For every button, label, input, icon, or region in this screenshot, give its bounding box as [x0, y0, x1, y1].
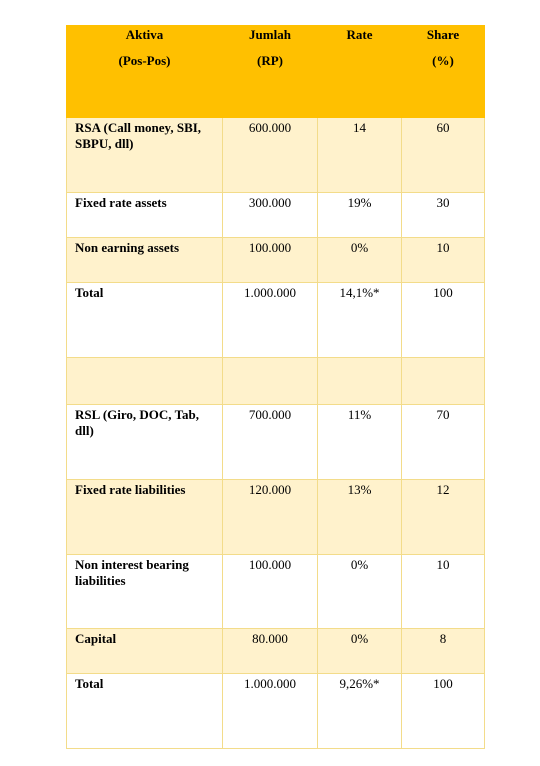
header-jumlah: Jumlah (RP): [223, 26, 318, 118]
row-amount: 100.000: [223, 238, 318, 283]
table-row: [67, 238, 485, 283]
row-rate: [318, 358, 402, 405]
row-amount: 100.000: [223, 555, 318, 629]
row-label: RSL (Giro, DOC, Tab, dll): [67, 405, 223, 480]
row-amount: [223, 358, 318, 405]
row-rate: 14: [318, 118, 402, 193]
row-amount: 1.000.000: [223, 674, 318, 749]
row-share: 10: [402, 555, 485, 629]
row-amount: 700.000: [223, 405, 318, 480]
table-row: [67, 480, 485, 555]
header-row: [67, 26, 485, 118]
header-share: Share (%): [402, 26, 485, 118]
row-amount: 120.000: [223, 480, 318, 555]
row-label: [67, 358, 223, 405]
header-rate: Rate: [318, 26, 402, 118]
row-amount: 600.000: [223, 118, 318, 193]
row-share: 60: [402, 118, 485, 193]
table-row: [67, 674, 485, 749]
row-rate: 11%: [318, 405, 402, 480]
row-label: Non interest bearing liabilities: [67, 555, 223, 629]
row-label: Fixed rate assets: [67, 193, 223, 238]
row-share: 10: [402, 238, 485, 283]
row-share: 100: [402, 283, 485, 358]
rate-share-table: [66, 25, 485, 749]
row-rate: 0%: [318, 555, 402, 629]
row-label: Capital: [67, 629, 223, 674]
table-row: [67, 405, 485, 480]
table-row: [67, 193, 485, 238]
row-share: 12: [402, 480, 485, 555]
row-rate: 19%: [318, 193, 402, 238]
row-rate: 13%: [318, 480, 402, 555]
row-amount: 80.000: [223, 629, 318, 674]
table-row: [67, 629, 485, 674]
table-row-empty: [67, 358, 485, 405]
header-aktiva: Aktiva (Pos-Pos): [67, 26, 223, 118]
table-row: [67, 118, 485, 193]
row-label: Total: [67, 283, 223, 358]
row-label: Fixed rate liabilities: [67, 480, 223, 555]
row-rate: 14,1%*: [318, 283, 402, 358]
row-rate: 0%: [318, 238, 402, 283]
row-amount: 1.000.000: [223, 283, 318, 358]
row-share: 8: [402, 629, 485, 674]
row-share: [402, 358, 485, 405]
row-amount: 300.000: [223, 193, 318, 238]
row-share: 30: [402, 193, 485, 238]
table-row: [67, 555, 485, 629]
row-share: 100: [402, 674, 485, 749]
row-label: Non earning assets: [67, 238, 223, 283]
row-label: RSA (Call money, SBI, SBPU, dll): [67, 118, 223, 193]
row-rate: 0%: [318, 629, 402, 674]
row-rate: 9,26%*: [318, 674, 402, 749]
row-share: 70: [402, 405, 485, 480]
table-row: [67, 283, 485, 358]
row-label: Total: [67, 674, 223, 749]
